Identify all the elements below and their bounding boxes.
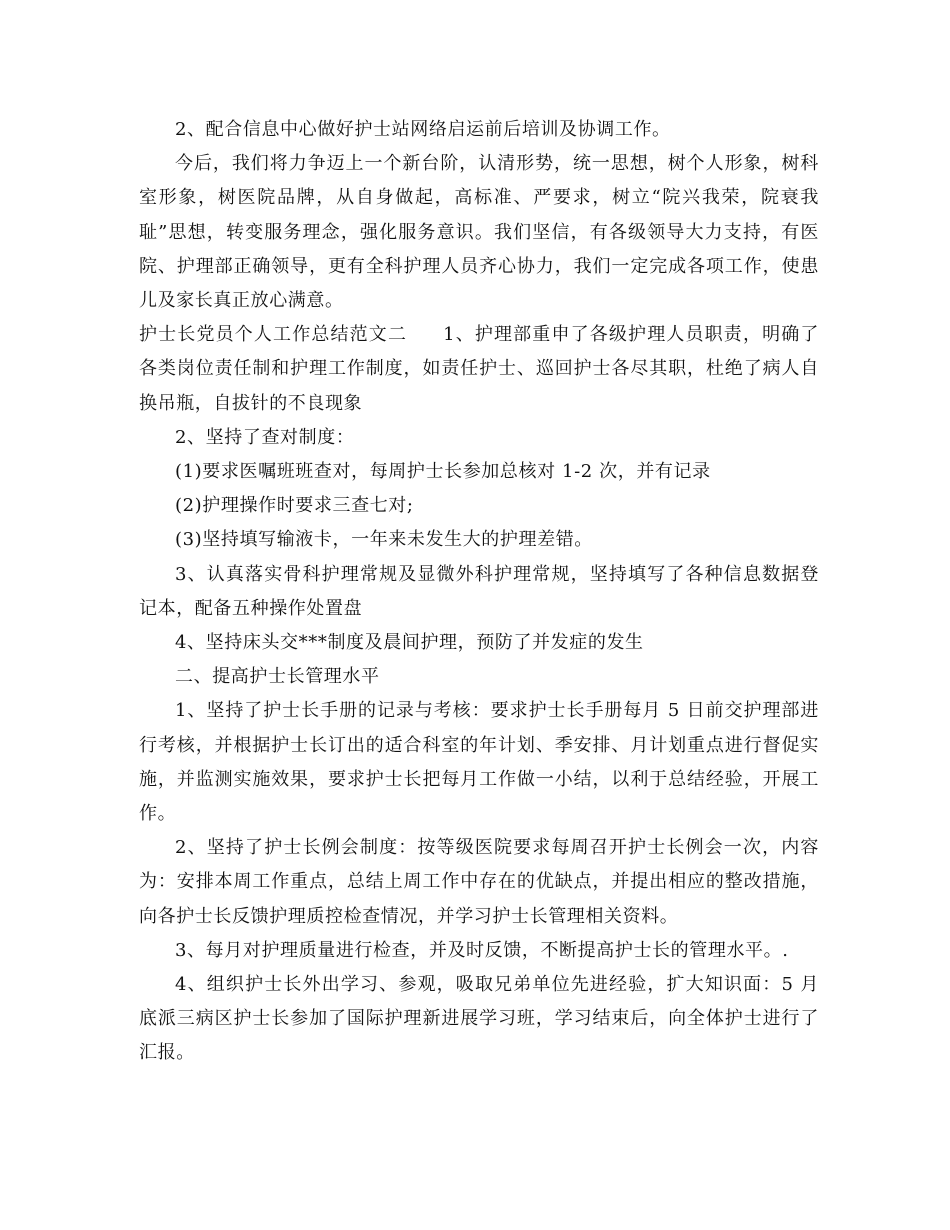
paragraph-5: (2)护理操作时要求三查七对; bbox=[175, 495, 414, 517]
paragraph-8: 4、坚持床头交***制度及晨间护理，预防了并发症的发生 bbox=[175, 632, 644, 654]
paragraph-11: 3、每月对护理质量进行检查，并及时反馈，不断提高护士长的管理水平。. bbox=[175, 939, 789, 961]
paragraph-10: 2、坚持了护士长例会制度：按等级医院要求每周召开护士长例会一次，内容为：安排本周工作重点，总结上周工作中存在的优缺点，并提出相应的整改措施，向各护士长反馈护理质控检查情况，并学习护士长管理相关资料。 bbox=[139, 837, 819, 927]
paragraph-12: 4、组织护士长外出学习、参观，吸取兄弟单位先进经验，扩大知识面：5 月底派三病区护士长参加了国际护理新进展学习班，学习结束后，向全体护士进行了汇报。 bbox=[139, 974, 819, 1064]
paragraph-3: 2、坚持了查对制度： bbox=[175, 426, 355, 448]
section-heading: 护士长党员个人工作总结范文二 bbox=[139, 324, 408, 346]
paragraph-6: (3)坚持填写输液卡，一年来未发生大的护理差错。 bbox=[175, 529, 593, 551]
paragraph-9: 1、坚持了护士长手册的记录与考核：要求护士长手册每月 5 日前交护理部进行考核，并根据护士长订出的适合科室的年计划、季安排、月计划重点进行督促实施，并监测实施效果，要求护士长把每月工作做一小结，以利于总结经验，开展工作。 bbox=[139, 700, 819, 825]
paragraph-2: 今后，我们将力争迈上一个新台阶，认清形势，统一思想，树个人形象，树科室形象，树医院品牌，从自身做起，高标准、严要求，树立“院兴我荣，院衰我耻”思想，转变服务理念，强化服务意识。我们坚信，有各级领导大力支持，有医院、护理部正确领导，更有全科护理人员齐心协力，我们一定完成各项工作，使患儿及家长真正放心满意。 bbox=[139, 153, 819, 312]
section-paragraph bbox=[139, 318, 819, 421]
subheading-2: 二、提高护士长管理水平 bbox=[175, 666, 380, 688]
section-first-paragraph: 1、护理部重申了各级护理人员职责，明确了各类岗位责任制和护理工作制度，如责任护士、巡回护士各尽其职，杜绝了病人自换吊瓶，自拔针的不良现象 bbox=[139, 324, 820, 414]
paragraph-1: 2、配合信息中心做好护士站网络启运前后培训及协调工作。 bbox=[175, 119, 671, 140]
paragraph-4: (1)要求医嘱班班查对，每周护士长参加总核对 1-2 次，并有记录 bbox=[175, 461, 711, 483]
paragraph-7: 3、认真落实骨科护理常规及显微外科护理常规，坚持填写了各种信息数据登记本，配备五种操作处置盘 bbox=[139, 563, 819, 619]
document-body bbox=[139, 113, 819, 1071]
